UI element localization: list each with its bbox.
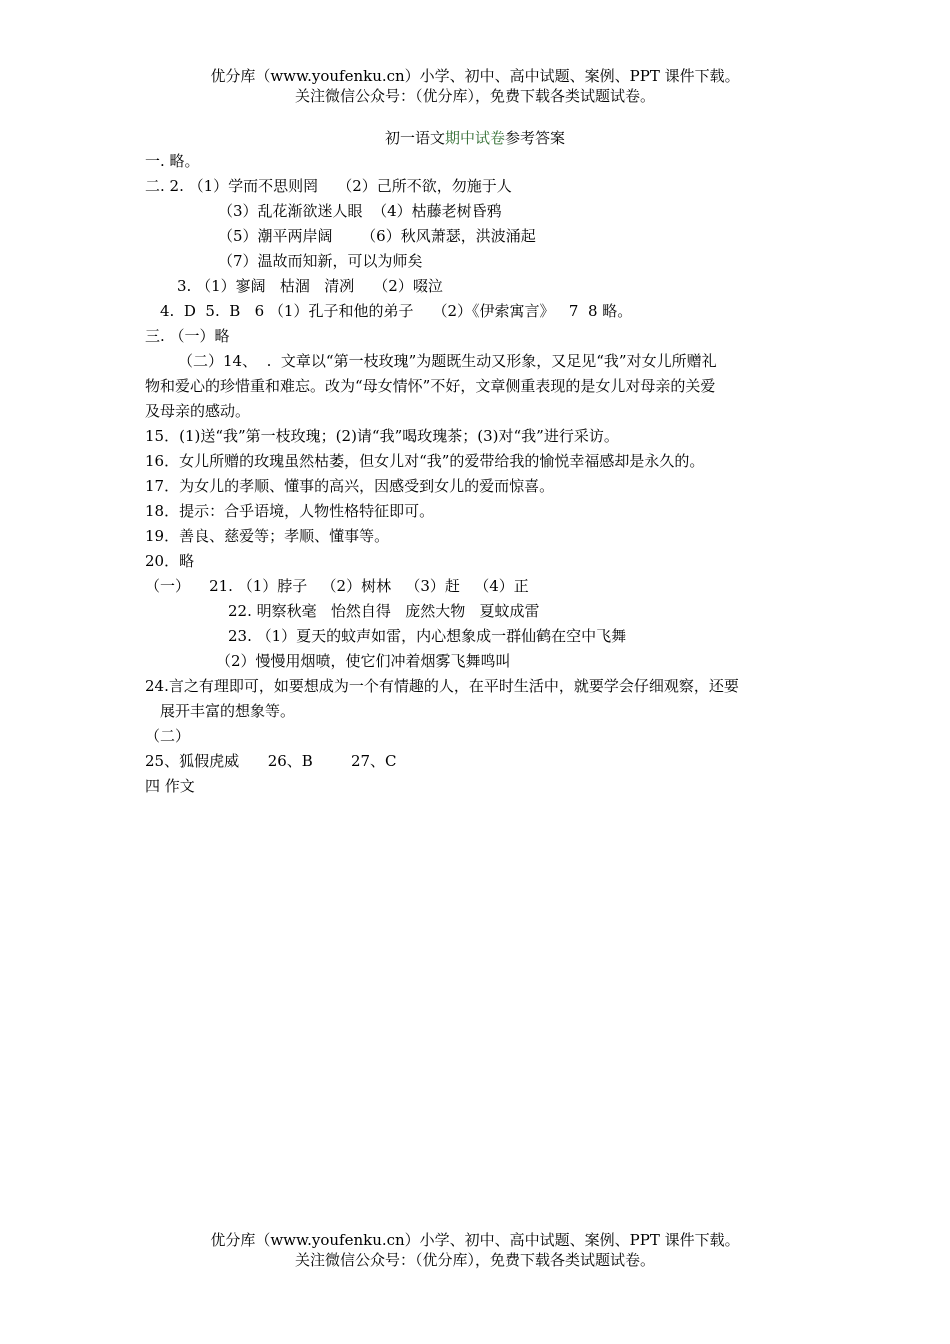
answer-line: 一. 略。	[145, 152, 200, 170]
answer-line: 22. 明察秋毫 怡然自得 庞然大物 夏蚊成雷	[228, 602, 540, 620]
answer-line: （7）温故而知新，可以为师矣	[218, 252, 423, 270]
title-part-2: 期中试卷	[444, 129, 505, 147]
answer-line: 25、狐假虎威 26、B 27、C	[145, 752, 397, 770]
answer-line: 15．(1)送“我”第一枝玫瑰；(2)请“我”喝玫瑰茶；(3)对“我”进行采访。	[145, 427, 619, 445]
answer-line: 18．提示：合乎语境，人物性格特征即可。	[145, 502, 435, 520]
answer-line: （二）14、 . 文章以“第一枝玫瑰”为题既生动又形象，又足见“我”对女儿所赠礼	[178, 352, 717, 370]
answer-line: 展开丰富的想象等。	[160, 702, 296, 720]
answer-line: 17．为女儿的孝顺、懂事的高兴，因感受到女儿的爱而惊喜。	[145, 477, 555, 495]
title-part-3: 参考答案	[505, 129, 566, 147]
answer-line: 20．略	[145, 552, 195, 570]
answer-line: （2）慢慢用烟喷，使它们冲着烟雾飞舞鸣叫	[216, 652, 511, 670]
answer-line: （一） 21. （1）脖子 （2）树林 （3）赶 （4）正	[145, 577, 529, 595]
footer-line-1: 优分库（www.youfenku.cn）小学、初中、高中试题、案例、PPT 课件下载。	[210, 1231, 740, 1249]
answer-line: 16．女儿所赠的玫瑰虽然枯萎，但女儿对“我”的爱带给我的愉悦幸福感却是永久的。	[145, 452, 705, 470]
title-part-1: 初一语文	[384, 129, 445, 147]
answer-line: 3. （1）寥阔 枯涸 清冽 （2）啜泣	[177, 277, 443, 295]
answer-line: 四 作文	[145, 777, 195, 795]
answer-line: 4. D 5. B 6 （1）孔子和他的弟子 （2）《伊索寓言》 7 8 略。	[160, 302, 633, 320]
header-line-1: 优分库（www.youfenku.cn）小学、初中、高中试题、案例、PPT 课件下载。	[210, 67, 740, 85]
footer-line-2: 关注微信公众号：（优分库），免费下载各类试题试卷。	[294, 1251, 655, 1269]
answer-line: 三. （一）略	[145, 327, 230, 345]
answer-line: 物和爱心的珍惜重和难忘。改为“母女情怀”不好，文章侧重表现的是女儿对母亲的关爱	[145, 377, 716, 395]
answer-line: （二）	[145, 727, 191, 745]
answer-line: 23. （1）夏天的蚊声如雷，内心想象成一群仙鹤在空中飞舞	[228, 627, 627, 645]
answer-line: 二. 2. （1）学而不思则罔 （2）己所不欲，勿施于人	[145, 177, 512, 195]
page-title	[0, 128, 950, 148]
answer-line: 及母亲的感动。	[145, 402, 251, 420]
answer-line: 24.言之有理即可，如要想成为一个有情趣的人，在平时生活中，就要学会仔细观察，还要	[145, 677, 739, 695]
header-line-2: 关注微信公众号：（优分库），免费下载各类试题试卷。	[294, 87, 655, 105]
answer-line: （5）潮平两岸阔 （6）秋风萧瑟，洪波涌起	[218, 227, 536, 245]
answer-line: 19．善良、慈爱等；孝顺、懂事等。	[145, 527, 390, 545]
answer-line: （3）乱花渐欲迷人眼 （4）枯藤老树昏鸦	[218, 202, 502, 220]
